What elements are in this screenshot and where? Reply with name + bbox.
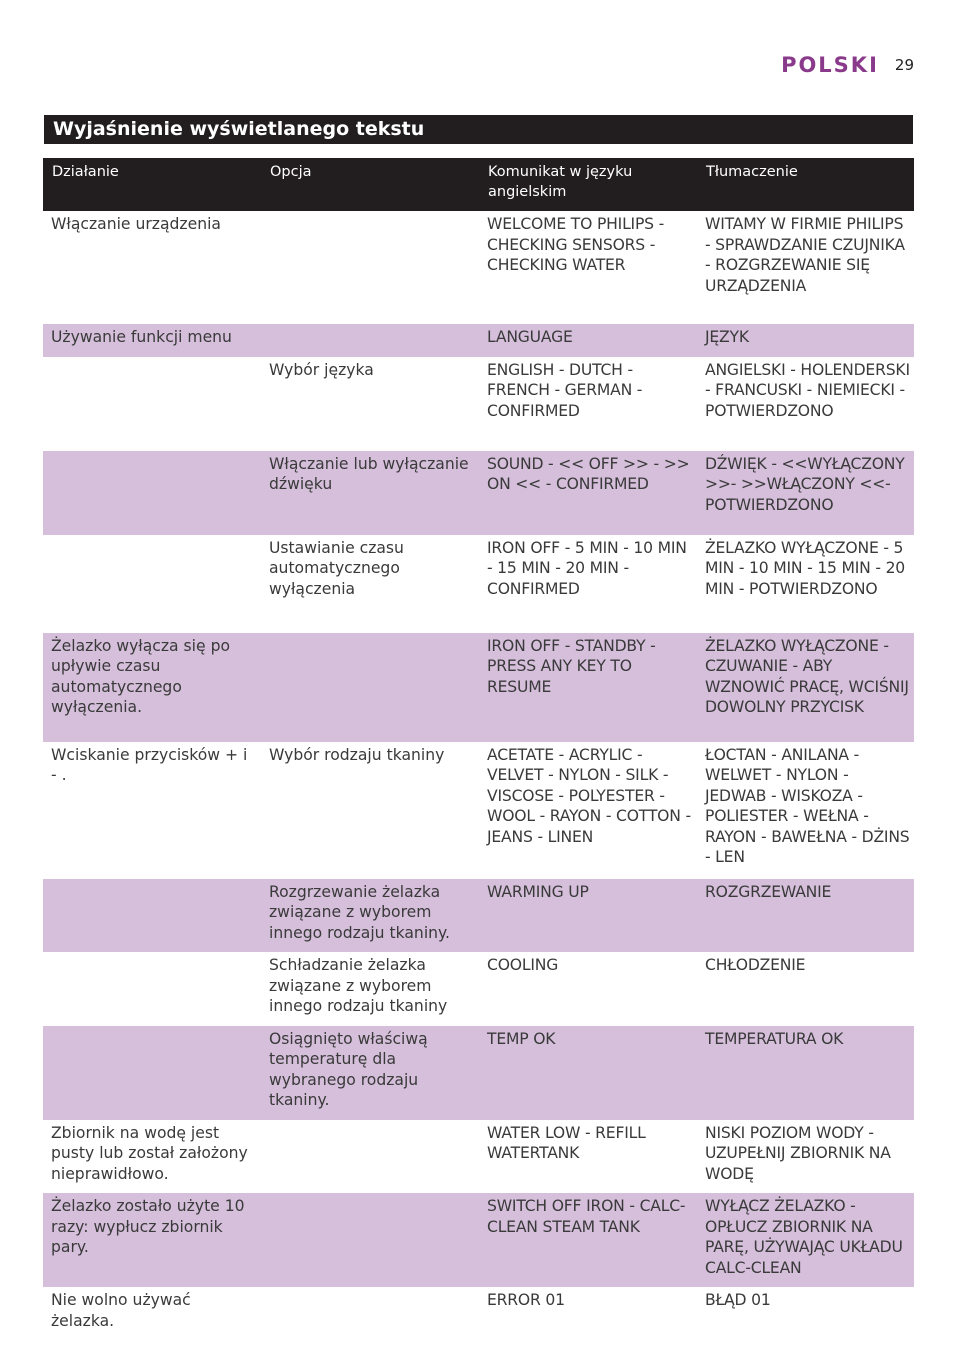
- cell-option: [261, 1193, 479, 1287]
- cell-message: TEMP OK: [479, 1026, 697, 1120]
- cell-message: WELCOME TO PHILIPS - CHECKING SENSORS - CHECKING WATER: [479, 211, 697, 324]
- section-title: Wyjaśnienie wyświetlanego tekstu: [44, 115, 913, 144]
- cell-option: Ustawianie czasu automatycznego wyłączenia: [261, 535, 479, 633]
- cell-translation: BŁĄD 01: [697, 1287, 914, 1340]
- display-text-table: [43, 158, 914, 1340]
- cell-translation: NISKI POZIOM WODY - UZUPEŁNIJ ZBIORNIK NA WODĘ: [697, 1120, 914, 1194]
- page-header: [781, 50, 914, 80]
- cell-action: Żelazko zostało użyte 10 razy: wypłucz zbiornik pary.: [43, 1193, 261, 1287]
- table-row: [43, 1193, 914, 1287]
- cell-action: Nie wolno używać żelazka.: [43, 1287, 261, 1340]
- cell-option: [261, 1287, 479, 1340]
- cell-action: Żelazko wyłącza się po upływie czasu automatycznego wyłączenia.: [43, 633, 261, 742]
- cell-action: Zbiornik na wodę jest pusty lub został założony nieprawidłowo.: [43, 1120, 261, 1194]
- cell-option: Schładzanie żelazka związane z wyborem innego rodzaju tkaniny: [261, 952, 479, 1026]
- cell-option: [261, 211, 479, 324]
- cell-action: [43, 879, 261, 953]
- cell-message: WARMING UP: [479, 879, 697, 953]
- cell-message: IRON OFF - 5 MIN - 10 MIN - 15 MIN - 20 MIN - CONFIRMED: [479, 535, 697, 633]
- cell-translation: DŹWIĘK - <<WYŁĄCZONY >>- >>WŁĄCZONY <<- POTWIERDZONO: [697, 451, 914, 535]
- page-number: 29: [894, 56, 914, 74]
- cell-translation: ŻELAZKO WYŁĄCZONE - CZUWANIE - ABY WZNOWIĆ PRACĘ, WCIŚNIJ DOWOLNY PRZYCISK: [697, 633, 914, 742]
- cell-option: [261, 1120, 479, 1194]
- column-header-message: Komunikat w języku angielskim: [479, 158, 697, 211]
- column-header-action: Działanie: [43, 158, 261, 211]
- cell-translation: WYŁĄCZ ŻELAZKO - OPŁUCZ ZBIORNIK NA PARĘ, UŻYWAJĄC UKŁADU CALC-CLEAN: [697, 1193, 914, 1287]
- column-header-translation: Tłumaczenie: [697, 158, 914, 211]
- cell-option: Rozgrzewanie żelazka związane z wyborem innego rodzaju tkaniny.: [261, 879, 479, 953]
- cell-message: SOUND - << OFF >> - >> ON << - CONFIRMED: [479, 451, 697, 535]
- cell-message: ACETATE - ACRYLIC - VELVET - NYLON - SILK - VISCOSE - POLYESTER - WOOL - RAYON - COTTON - JEANS - LINEN: [479, 742, 697, 879]
- cell-translation: CHŁODZENIE: [697, 952, 914, 1026]
- table-row: [43, 211, 914, 324]
- cell-action: [43, 451, 261, 535]
- table-header-row: [43, 158, 914, 211]
- table-row: [43, 879, 914, 953]
- cell-message: SWITCH OFF IRON - CALC-CLEAN STEAM TANK: [479, 1193, 697, 1287]
- table-row: [43, 324, 914, 357]
- cell-action: [43, 952, 261, 1026]
- table-row: [43, 451, 914, 535]
- cell-action: Wciskanie przycisków + i - .: [43, 742, 261, 879]
- cell-action: [43, 1026, 261, 1120]
- cell-message: COOLING: [479, 952, 697, 1026]
- table-row: [43, 1287, 914, 1340]
- cell-message: ERROR 01: [479, 1287, 697, 1340]
- cell-message: WATER LOW - REFILL WATERTANK: [479, 1120, 697, 1194]
- cell-translation: ROZGRZEWANIE: [697, 879, 914, 953]
- cell-action: [43, 535, 261, 633]
- cell-translation: JĘZYK: [697, 324, 914, 357]
- cell-action: Używanie funkcji menu: [43, 324, 261, 357]
- cell-option: [261, 324, 479, 357]
- cell-translation: TEMPERATURA OK: [697, 1026, 914, 1120]
- table-row: [43, 742, 914, 879]
- cell-translation: ŻELAZKO WYŁĄCZONE - 5 MIN - 10 MIN - 15 MIN - 20 MIN - POTWIERDZONO: [697, 535, 914, 633]
- table-row: [43, 1026, 914, 1120]
- cell-translation: ANGIELSKI - HOLENDERSKI - FRANCUSKI - NIEMIECKI - POTWIERDZONO: [697, 357, 914, 451]
- table-row: [43, 1120, 914, 1194]
- table-row: [43, 952, 914, 1026]
- table-row: [43, 357, 914, 451]
- cell-message: ENGLISH - DUTCH - FRENCH - GERMAN - CONFIRMED: [479, 357, 697, 451]
- cell-message: LANGUAGE: [479, 324, 697, 357]
- table-row: [43, 535, 914, 633]
- language-label: POLSKI: [781, 53, 879, 77]
- cell-message: IRON OFF - STANDBY - PRESS ANY KEY TO RESUME: [479, 633, 697, 742]
- cell-action: Włączanie urządzenia: [43, 211, 261, 324]
- cell-option: [261, 633, 479, 742]
- table-row: [43, 633, 914, 742]
- cell-option: Wybór języka: [261, 357, 479, 451]
- cell-action: [43, 357, 261, 451]
- column-header-option: Opcja: [261, 158, 479, 211]
- cell-option: Wybór rodzaju tkaniny: [261, 742, 479, 879]
- cell-option: Osiągnięto właściwą temperaturę dla wybranego rodzaju tkaniny.: [261, 1026, 479, 1120]
- cell-translation: WITAMY W FIRMIE PHILIPS - SPRAWDZANIE CZUJNIKA - ROZGRZEWANIE SIĘ URZĄDZENIA: [697, 211, 914, 324]
- cell-translation: ŁOCTAN - ANILANA - WELWET - NYLON - JEDWAB - WISKOZA - POLIESTER - WEŁNA - RAYON - BAWEŁNA - DŻINS - LEN: [697, 742, 914, 879]
- cell-option: Włączanie lub wyłączanie dźwięku: [261, 451, 479, 535]
